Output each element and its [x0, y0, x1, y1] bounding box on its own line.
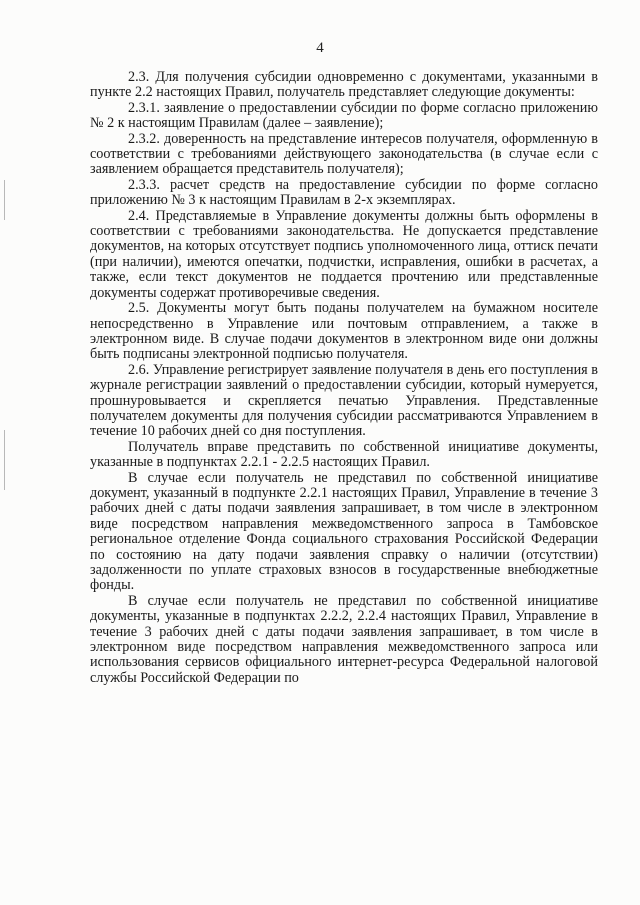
paragraph-2-3-2: 2.3.2. доверенность на представление интересов получателя, оформленную в соответствии с требованиями действующего законодательства (в случае если с заявлением обращается представитель получателя); — [90, 130, 598, 178]
paragraph-initiative: Получатель вправе представить по собственной инициативе документы, указанные в подпунктах 2.2.1 - 2.2.5 настоящих Правил. — [90, 438, 598, 471]
scan-edge-mark — [4, 180, 5, 220]
document-body — [90, 70, 598, 686]
paragraph-case-2-2-1: В случае если получатель не представил по собственной инициативе документ, указанный в подпункте 2.2.1 настоящих Правил, Управление в течение 3 рабочих дней с даты подачи заявления запрашивает, в том числе в электронном виде посредством направления межведомственного запроса в Тамбовское региональное отделение Фонда социального страхования Российской Федерации по состоянию на дату подачи заявления справку о наличии (отсутствии) задолженности по уплате страховых взносов в государственные внебюджетные фонды. — [90, 469, 598, 594]
paragraph-2-3-3: 2.3.3. расчет средств на предоставление субсидии по форме согласно приложению № 3 к настоящим Правилам в 2-х экземплярах. — [90, 176, 598, 209]
paragraph-case-2-2-2: В случае если получатель не представил по собственной инициативе документы, указанные в подпунктах 2.2.2, 2.2.4 настоящих Правил, Управление в течение 3 рабочих дней с даты подачи заявления запрашивает, в том числе в электронном виде посредством направления межведомственного запроса или использования сервисов официального интернет-ресурса Федеральной налоговой службы Российской Федерации по — [90, 592, 598, 686]
scan-edge-mark — [4, 430, 5, 490]
paragraph-2-3: 2.3. Для получения субсидии одновременно с документами, указанными в пункте 2.2 настоящих Правил, получатель представляет следующие документы: — [90, 69, 598, 101]
paragraph-2-3-1: 2.3.1. заявление о предоставлении субсидии по форме согласно приложению № 2 к настоящим Правилам (далее – заявление); — [90, 99, 598, 132]
page-number: 4 — [316, 40, 324, 56]
paragraph-2-4: 2.4. Представляемые в Управление документы должны быть оформлены в соответствии с требованиями законодательства. Не допускается представление документов, на которых отсутствует подпись уполномоченного лица, оттиск печати (при наличии), имеются опечатки, подчистки, исправления, ошибки в расчетах, а также, если текст документов не поддается прочтению или представленные документы содержат противоречивые сведения. — [90, 207, 598, 301]
paragraph-2-5: 2.5. Документы могут быть поданы получателем на бумажном носителе непосредственно в Управление или почтовым отправлением, а также в электронном виде. В случае подачи документов в электронном виде они должны быть подписаны электронной подписью получателя. — [90, 300, 598, 363]
paragraph-2-6: 2.6. Управление регистрирует заявление получателя в день его поступления в журнале регистрации заявлений о предоставлении субсидии, который нумеруется, прошнуровывается и скрепляется печатью Управления. Представленные получателем документы для получения субсидии рассматриваются Управлением в течение 10 рабочих дней со дня поступления. — [90, 361, 598, 440]
